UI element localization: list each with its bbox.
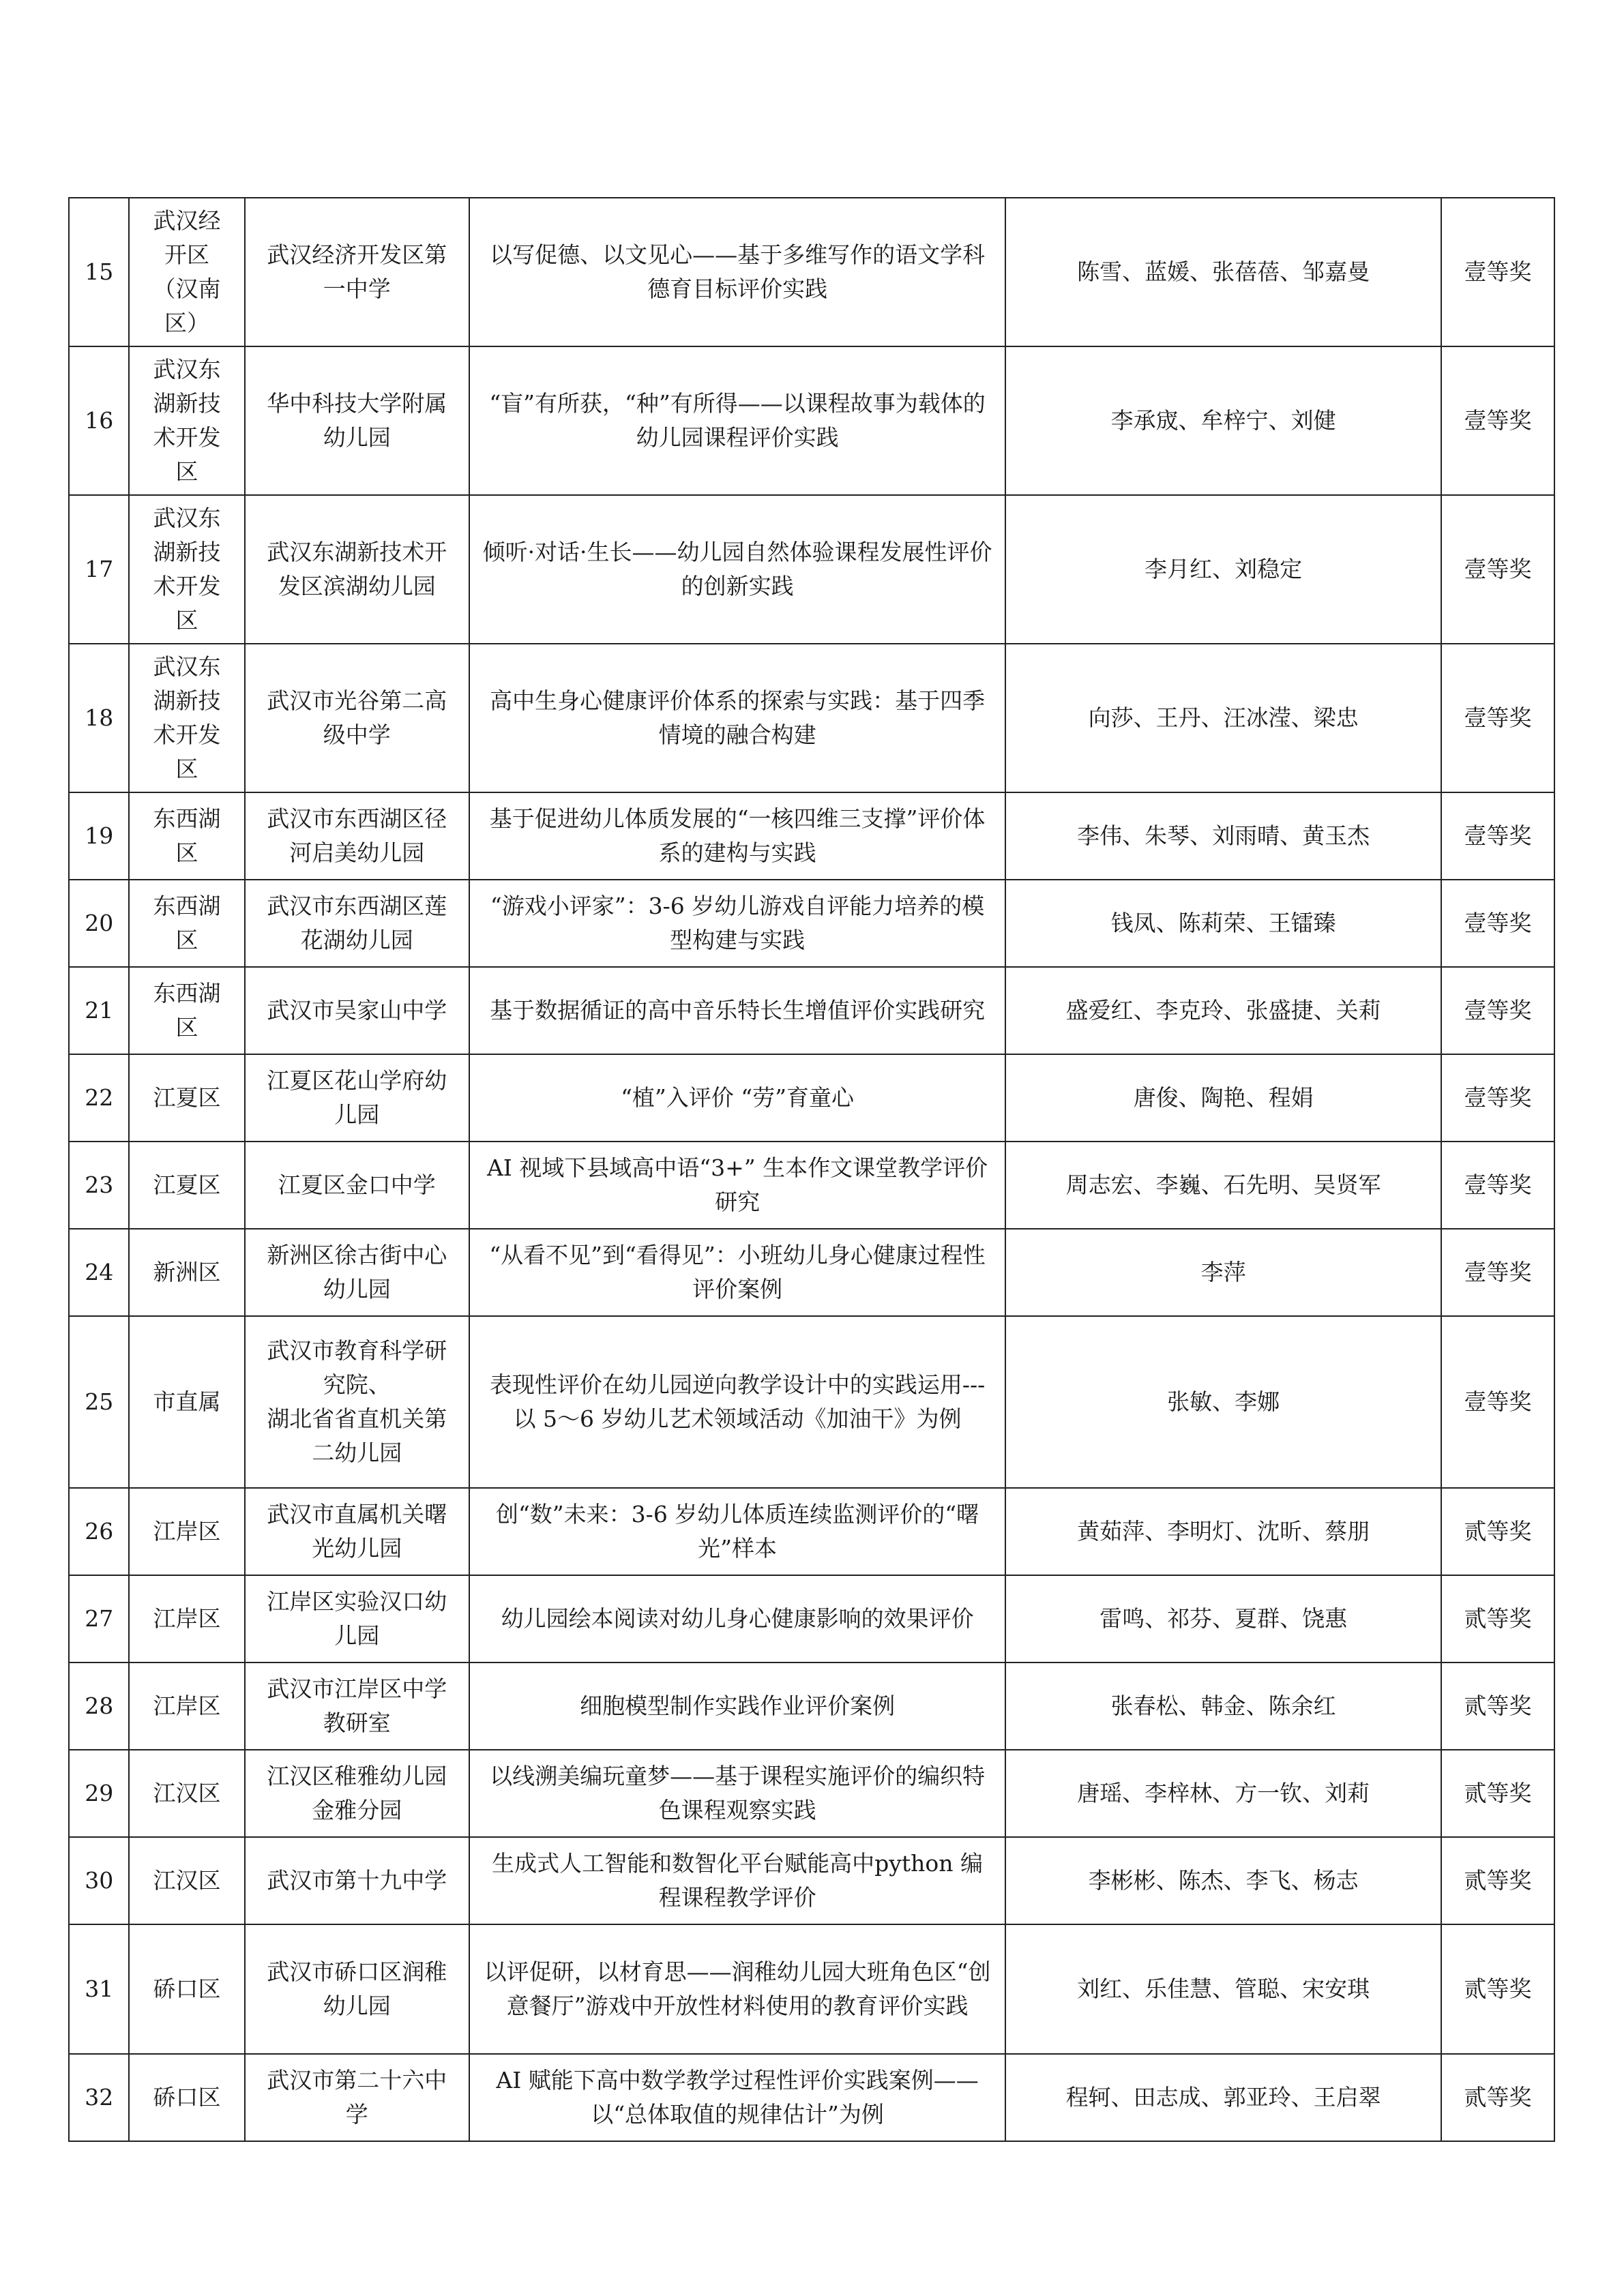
- district-cell: [129, 1316, 244, 1488]
- unit-cell: [245, 1837, 469, 1924]
- district-cell-text: 江汉区: [153, 1780, 221, 1806]
- award-level-cell: [1441, 880, 1554, 967]
- district-cell-text: 武汉东湖新技术开发区: [153, 653, 221, 782]
- district-cell: [129, 644, 244, 792]
- authors-cell-text: 李伟、朱琴、刘雨晴、黄玉杰: [1077, 822, 1370, 849]
- award-level-cell: [1441, 198, 1554, 346]
- row-number: [69, 1750, 129, 1837]
- row-number: [69, 967, 129, 1054]
- district-cell: [129, 2054, 244, 2141]
- table-row: [69, 1316, 1554, 1488]
- row-number: [69, 1488, 129, 1575]
- case-title-cell-text: 高中生身心健康评价体系的探索与实践：基于四季情境的融合构建: [490, 687, 986, 748]
- authors-cell-text: 李月红、刘稳定: [1145, 556, 1303, 582]
- award-level-cell: [1441, 1663, 1554, 1750]
- row-number-text: 30: [85, 1867, 114, 1894]
- district-cell: [129, 880, 244, 967]
- row-number: [69, 644, 129, 792]
- district-cell-text: 江岸区: [153, 1605, 221, 1632]
- unit-cell-text: 武汉市直属机关曙光幼儿园: [267, 1501, 447, 1562]
- case-title-cell: [469, 346, 1005, 495]
- award-level-cell-text: 贰等奖: [1464, 1518, 1532, 1545]
- table-row: [69, 1750, 1554, 1837]
- unit-cell: [245, 1488, 469, 1575]
- district-cell: [129, 495, 244, 644]
- unit-cell: [245, 198, 469, 346]
- authors-cell-text: 向莎、王丹、汪冰滢、梁忠: [1088, 704, 1359, 731]
- case-title-cell-text: 表现性评价在幼儿园逆向教学设计中的实践运用---以 5～6 岁幼儿艺术领域活动《加油干》为例: [489, 1371, 986, 1432]
- award-level-cell-text: 壹等奖: [1464, 822, 1532, 849]
- case-title-cell-text: 幼儿园绘本阅读对幼儿身心健康影响的效果评价: [501, 1605, 974, 1632]
- district-cell-text: 市直属: [153, 1388, 221, 1415]
- row-number-text: 21: [85, 997, 114, 1024]
- authors-cell: [1005, 1142, 1441, 1229]
- row-number: [69, 1575, 129, 1663]
- row-number-text: 29: [85, 1780, 114, 1806]
- authors-cell: [1005, 346, 1441, 495]
- table-row: [69, 967, 1554, 1054]
- authors-cell: [1005, 880, 1441, 967]
- district-cell-text: 武汉经开区（汉南区）: [153, 207, 221, 336]
- authors-cell: [1005, 1837, 1441, 1924]
- district-cell-text: 东西湖区: [153, 893, 221, 953]
- row-number-text: 16: [85, 407, 114, 434]
- case-title-cell-text: 生成式人工智能和数智化平台赋能高中python 编程课程教学评价: [492, 1850, 984, 1911]
- authors-cell: [1005, 1750, 1441, 1837]
- unit-cell-text: 武汉市吴家山中学: [267, 997, 447, 1024]
- authors-cell-text: 黄茹萍、李明灯、沈昕、蔡朋: [1077, 1518, 1370, 1545]
- case-title-cell-text: “盲”有所获，“种”有所得——以课程故事为载体的幼儿园课程评价实践: [489, 390, 986, 451]
- award-level-cell-text: 壹等奖: [1464, 1259, 1532, 1285]
- unit-cell: [245, 967, 469, 1054]
- unit-cell: [245, 1750, 469, 1837]
- award-level-cell: [1441, 644, 1554, 792]
- case-title-cell: [469, 1837, 1005, 1924]
- row-number-text: 31: [85, 1976, 114, 2002]
- authors-cell-text: 雷鸣、祁芬、夏群、饶惠: [1099, 1605, 1348, 1632]
- authors-cell-text: 唐瑶、李梓林、方一钦、刘莉: [1077, 1780, 1370, 1806]
- unit-cell-text: 江夏区金口中学: [278, 1172, 436, 1198]
- district-cell: [129, 346, 244, 495]
- district-cell: [129, 1142, 244, 1229]
- award-level-cell-text: 壹等奖: [1464, 997, 1532, 1024]
- district-cell: [129, 1229, 244, 1316]
- table-row: [69, 1229, 1554, 1316]
- authors-cell-text: 李承宬、牟梓宁、刘健: [1110, 407, 1336, 434]
- award-level-cell: [1441, 1142, 1554, 1229]
- row-number: [69, 880, 129, 967]
- case-title-cell-text: 细胞模型制作实践作业评价案例: [580, 1693, 896, 1719]
- authors-cell: [1005, 792, 1441, 880]
- unit-cell-text: 江汉区稚雅幼儿园金雅分园: [267, 1763, 447, 1823]
- unit-cell-text: 新洲区徐古街中心幼儿园: [267, 1242, 447, 1302]
- authors-cell: [1005, 2054, 1441, 2141]
- district-cell: [129, 1837, 244, 1924]
- row-number: [69, 1054, 129, 1142]
- unit-cell-text: 武汉东湖新技术开发区滨湖幼儿园: [267, 539, 447, 599]
- authors-cell-text: 盛爱红、李克玲、张盛捷、关莉: [1065, 997, 1381, 1024]
- unit-cell: [245, 792, 469, 880]
- case-title-cell-text: 以写促德、以文见心——基于多维写作的语文学科德育目标评价实践: [490, 241, 986, 302]
- row-number-text: 15: [85, 258, 114, 285]
- table-row: [69, 198, 1554, 346]
- case-title-cell: [469, 1316, 1005, 1488]
- authors-cell: [1005, 1316, 1441, 1488]
- row-number-text: 20: [85, 910, 114, 936]
- row-number-text: 25: [85, 1388, 114, 1415]
- authors-cell: [1005, 644, 1441, 792]
- row-number: [69, 1316, 129, 1488]
- table-row: [69, 2054, 1554, 2141]
- authors-cell: [1005, 1054, 1441, 1142]
- district-cell: [129, 1488, 244, 1575]
- authors-cell: [1005, 1488, 1441, 1575]
- award-level-cell: [1441, 1488, 1554, 1575]
- award-level-cell-text: 贰等奖: [1464, 1693, 1532, 1719]
- case-title-cell-text: 以线溯美编玩童梦——基于课程实施评价的编织特色课程观察实践: [490, 1763, 986, 1823]
- award-level-cell-text: 壹等奖: [1464, 556, 1532, 582]
- district-cell-text: 硚口区: [153, 2084, 221, 2111]
- row-number-text: 17: [85, 556, 114, 582]
- unit-cell: [245, 495, 469, 644]
- award-table-body: [69, 198, 1554, 2141]
- case-title-cell-text: AI 赋能下高中数学教学过程性评价实践案例——以“总体取值的规律估计”为例: [496, 2067, 979, 2128]
- authors-cell-text: 刘红、乐佳慧、管聪、宋安琪: [1077, 1976, 1370, 2002]
- table-row: [69, 880, 1554, 967]
- case-title-cell: [469, 1054, 1005, 1142]
- row-number-text: 26: [85, 1518, 114, 1545]
- award-level-cell-text: 壹等奖: [1464, 704, 1532, 731]
- authors-cell-text: 李彬彬、陈杰、李飞、杨志: [1088, 1867, 1359, 1894]
- authors-cell-text: 周志宏、李巍、石先明、吴贤军: [1065, 1172, 1381, 1198]
- row-number: [69, 1663, 129, 1750]
- award-level-cell-text: 壹等奖: [1464, 1172, 1532, 1198]
- district-cell-text: 江夏区: [153, 1084, 221, 1111]
- case-title-cell: [469, 1229, 1005, 1316]
- unit-cell-text: 武汉市东西湖区径河启美幼儿园: [267, 805, 447, 866]
- authors-cell-text: 李萍: [1200, 1259, 1246, 1285]
- unit-cell: [245, 1142, 469, 1229]
- award-level-cell: [1441, 967, 1554, 1054]
- district-cell-text: 江汉区: [153, 1867, 221, 1894]
- table-row: [69, 495, 1554, 644]
- case-title-cell: [469, 2054, 1005, 2141]
- row-number-text: 19: [85, 822, 114, 849]
- table-row: [69, 1837, 1554, 1924]
- table-row: [69, 1924, 1554, 2054]
- case-title-cell: [469, 792, 1005, 880]
- row-number-text: 23: [85, 1172, 114, 1198]
- district-cell-text: 江夏区: [153, 1172, 221, 1198]
- row-number: [69, 1924, 129, 2054]
- table-row: [69, 1142, 1554, 1229]
- case-title-cell-text: “从看不见”到“看得见”：小班幼儿身心健康过程性评价案例: [489, 1242, 986, 1302]
- table-row: [69, 792, 1554, 880]
- award-level-cell-text: 贰等奖: [1464, 1976, 1532, 2002]
- authors-cell-text: 张春松、韩金、陈余红: [1110, 1693, 1336, 1719]
- authors-cell: [1005, 1924, 1441, 2054]
- award-level-cell-text: 贰等奖: [1464, 1605, 1532, 1632]
- unit-cell: [245, 1316, 469, 1488]
- award-level-cell-text: 壹等奖: [1464, 407, 1532, 434]
- district-cell: [129, 1663, 244, 1750]
- unit-cell: [245, 2054, 469, 2141]
- unit-cell: [245, 1924, 469, 2054]
- district-cell: [129, 198, 244, 346]
- table-row: [69, 1054, 1554, 1142]
- district-cell: [129, 1575, 244, 1663]
- award-level-cell: [1441, 1924, 1554, 2054]
- table-row: [69, 1575, 1554, 1663]
- award-level-cell-text: 贰等奖: [1464, 1780, 1532, 1806]
- award-level-cell: [1441, 2054, 1554, 2141]
- district-cell: [129, 1750, 244, 1837]
- award-level-cell-text: 壹等奖: [1464, 258, 1532, 285]
- district-cell-text: 硚口区: [153, 1976, 221, 2002]
- district-cell-text: 江岸区: [153, 1693, 221, 1719]
- row-number: [69, 346, 129, 495]
- authors-cell: [1005, 1229, 1441, 1316]
- table-row: [69, 644, 1554, 792]
- unit-cell: [245, 1663, 469, 1750]
- case-title-cell-text: 基于数据循证的高中音乐特长生增值评价实践研究: [490, 997, 986, 1024]
- authors-cell: [1005, 967, 1441, 1054]
- unit-cell-text: 武汉市第十九中学: [267, 1867, 447, 1894]
- unit-cell-text: 武汉市硚口区润稚幼儿园: [267, 1958, 447, 2019]
- award-level-cell-text: 壹等奖: [1464, 1388, 1532, 1415]
- row-number: [69, 1142, 129, 1229]
- case-title-cell: [469, 198, 1005, 346]
- authors-cell-text: 张敏、李娜: [1167, 1388, 1280, 1415]
- unit-cell-text: 武汉市东西湖区莲花湖幼儿园: [267, 893, 447, 953]
- row-number-text: 24: [85, 1259, 114, 1285]
- case-title-cell: [469, 967, 1005, 1054]
- award-level-cell: [1441, 1837, 1554, 1924]
- authors-cell-text: 陈雪、蓝媛、张蓓蓓、邹嘉曼: [1077, 258, 1370, 285]
- unit-cell: [245, 1054, 469, 1142]
- case-title-cell-text: 倾听·对话·生长——幼儿园自然体验课程发展性评价的创新实践: [482, 539, 992, 599]
- case-title-cell: [469, 644, 1005, 792]
- case-title-cell: [469, 1924, 1005, 2054]
- award-level-cell: [1441, 1750, 1554, 1837]
- case-title-cell: [469, 1575, 1005, 1663]
- unit-cell-text: 武汉市江岸区中学教研室: [267, 1675, 447, 1736]
- unit-cell-text: 武汉市光谷第二高级中学: [267, 687, 447, 748]
- row-number-text: 27: [85, 1605, 114, 1632]
- award-level-cell: [1441, 1575, 1554, 1663]
- row-number: [69, 2054, 129, 2141]
- unit-cell: [245, 880, 469, 967]
- award-level-cell: [1441, 1316, 1554, 1488]
- district-cell-text: 东西湖区: [153, 805, 221, 866]
- case-title-cell: [469, 495, 1005, 644]
- authors-cell: [1005, 198, 1441, 346]
- case-title-cell-text: 创“数”未来：3-6 岁幼儿体质连续监测评价的“曙光”样本: [495, 1501, 979, 1562]
- case-title-cell-text: AI 视域下县域高中语“3+” 生本作文课堂教学评价研究: [486, 1154, 988, 1215]
- row-number-text: 32: [85, 2084, 114, 2111]
- district-cell: [129, 967, 244, 1054]
- district-cell: [129, 1924, 244, 2054]
- table-row: [69, 1488, 1554, 1575]
- table-row: [69, 1663, 1554, 1750]
- district-cell-text: 武汉东湖新技术开发区: [153, 356, 221, 485]
- row-number: [69, 1837, 129, 1924]
- award-level-cell: [1441, 1054, 1554, 1142]
- award-level-cell: [1441, 346, 1554, 495]
- unit-cell: [245, 346, 469, 495]
- authors-cell-text: 唐俊、陶艳、程娟: [1133, 1084, 1314, 1111]
- unit-cell-text: 江岸区实验汉口幼儿园: [267, 1588, 447, 1649]
- authors-cell: [1005, 1663, 1441, 1750]
- row-number-text: 28: [85, 1693, 114, 1719]
- district-cell-text: 东西湖区: [153, 980, 221, 1041]
- table-row: [69, 346, 1554, 495]
- row-number-text: 22: [85, 1084, 114, 1111]
- unit-cell: [245, 1575, 469, 1663]
- case-title-cell-text: 基于促进幼儿体质发展的“一核四维三支撑”评价体系的建构与实践: [489, 805, 986, 866]
- unit-cell-text: 武汉市教育科学研究院、 湖北省省直机关第二幼儿园: [267, 1337, 447, 1466]
- unit-cell: [245, 644, 469, 792]
- unit-cell-text: 华中科技大学附属幼儿园: [267, 390, 447, 451]
- unit-cell: [245, 1229, 469, 1316]
- district-cell: [129, 792, 244, 880]
- award-level-cell-text: 壹等奖: [1464, 910, 1532, 936]
- award-level-cell-text: 贰等奖: [1464, 2084, 1532, 2111]
- row-number: [69, 198, 129, 346]
- case-title-cell-text: “植”入评价 “劳”育童心: [621, 1084, 855, 1111]
- unit-cell-text: 江夏区花山学府幼儿园: [267, 1067, 447, 1128]
- case-title-cell: [469, 1488, 1005, 1575]
- award-table: [68, 197, 1555, 2142]
- case-title-cell: [469, 880, 1005, 967]
- case-title-cell-text: “游戏小评家”：3-6 岁幼儿游戏自评能力培养的模型构建与实践: [490, 893, 985, 953]
- row-number: [69, 495, 129, 644]
- award-level-cell: [1441, 495, 1554, 644]
- authors-cell-text: 钱凤、陈莉荣、王镭臻: [1110, 910, 1336, 936]
- unit-cell-text: 武汉市第二十六中学: [267, 2067, 447, 2128]
- district-cell: [129, 1054, 244, 1142]
- case-title-cell-text: 以评促研，以材育思——润稚幼儿园大班角色区“创意餐厅”游戏中开放性材料使用的教育评价实践: [484, 1958, 991, 2019]
- authors-cell: [1005, 495, 1441, 644]
- award-level-cell-text: 壹等奖: [1464, 1084, 1532, 1111]
- case-title-cell: [469, 1750, 1005, 1837]
- case-title-cell: [469, 1142, 1005, 1229]
- award-level-cell: [1441, 792, 1554, 880]
- row-number: [69, 792, 129, 880]
- authors-cell: [1005, 1575, 1441, 1663]
- row-number-text: 18: [85, 704, 114, 731]
- award-level-cell-text: 贰等奖: [1464, 1867, 1532, 1894]
- district-cell-text: 江岸区: [153, 1518, 221, 1545]
- award-level-cell: [1441, 1229, 1554, 1316]
- row-number: [69, 1229, 129, 1316]
- district-cell-text: 武汉东湖新技术开发区: [153, 505, 221, 633]
- district-cell-text: 新洲区: [153, 1259, 221, 1285]
- case-title-cell: [469, 1663, 1005, 1750]
- authors-cell-text: 程轲、田志成、郭亚玲、王启翠: [1065, 2084, 1381, 2111]
- unit-cell-text: 武汉经济开发区第一中学: [267, 241, 447, 302]
